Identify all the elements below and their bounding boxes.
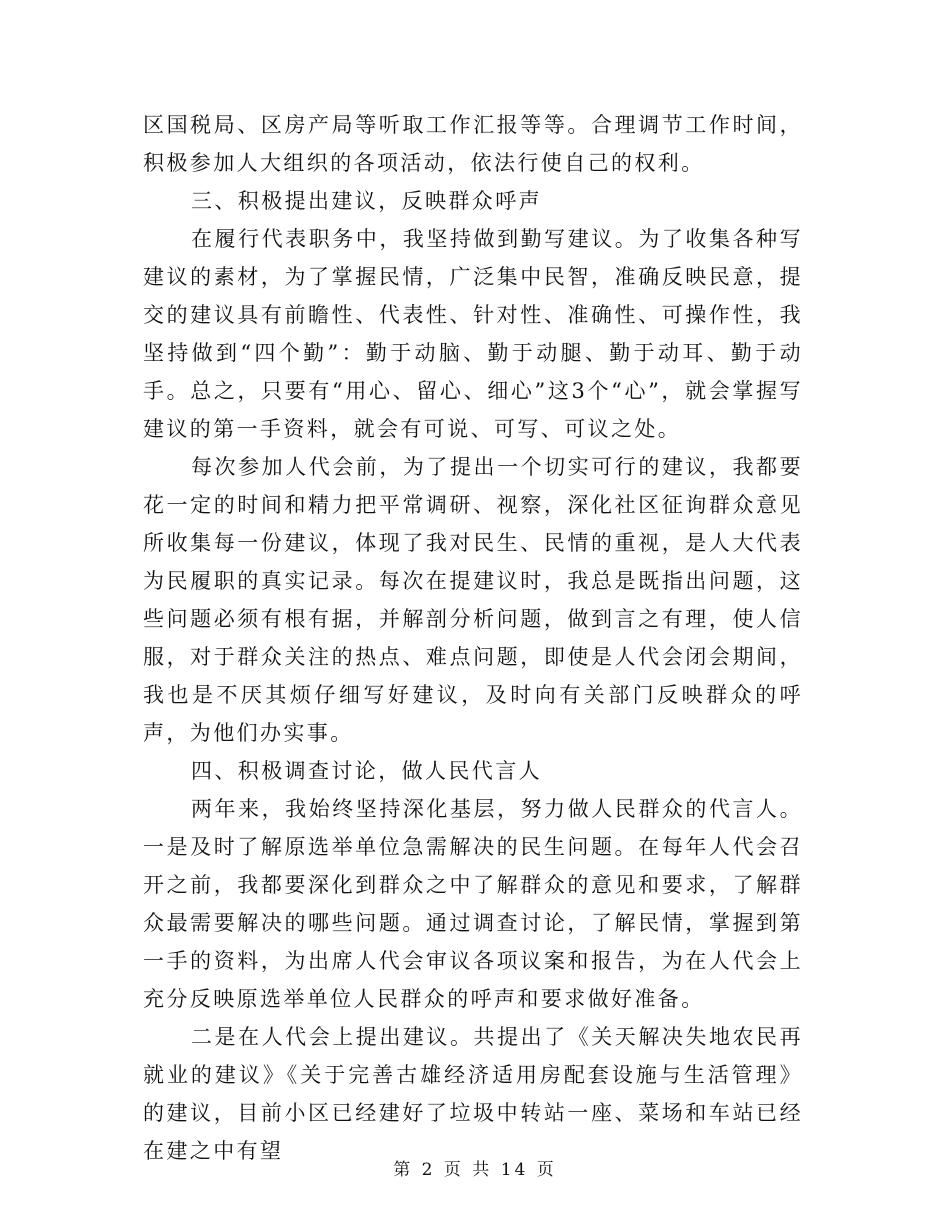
paragraph-3: 每次参加人代会前，为了提出一个切实可行的建议，我都要花一定的时间和精力把平常调研、视察，深化社区征询群众意见所收集每一份建议，体现了我对民生、民情的重视，是人大代表为民履职的真实记录。每次在提建议时，我总是既指出问题，这些问题必须有根有据，并解剖分析问题，做到言之有理，使人信服，对于群众关注的热点、难点问题，即使是人代会闭会期间，我也是不厌其烦仔细写好建议，及时向有关部门反映群众的呼声，为他们办实事。 — [143, 455, 803, 745]
paragraph-2: 在履行代表职务中，我坚持做到勤写建议。为了收集各种写建议的素材，为了掌握民情，广泛集中民智，准确反映民意，提交的建议具有前瞻性、代表性、针对性、准确性、可操作性，我坚持做到“四个勤”：勤于动脑、勤于动腿、勤于动耳、勤于动手。总之，只要有“用心、留心、细心”这3个“心”，就会掌握写建议的第一手资料，就会有可说、可写、可议之处。 — [143, 227, 803, 441]
paragraph-4: 两年来，我始终坚持深化基层，努力做人民群众的代言人。一是及时了解原选举单位急需解决的民生问题。在每年人代会召开之前，我都要深化到群众之中了解群众的意见和要求，了解群众最需要解决的哪些问题。通过调查讨论，了解民情，掌握到第一手的资料，为出席人代会审议各项议案和报告，为在人代会上充分反映原选举单位人民群众的呼声和要求做好准备。 — [143, 797, 803, 1011]
section-heading-3: 三、积极提出建议，反映群众呼声 — [191, 189, 542, 213]
page-footer: 第 2 页 共 14 页 — [393, 1160, 557, 1180]
section-heading-4: 四、积极调查讨论，做人民代言人 — [191, 759, 542, 783]
document-body — [143, 106, 803, 1170]
paragraph-1: 区国税局、区房产局等听取工作汇报等等。合理调节工作时间，积极参加人大组织的各项活动，依法行使自己的权利。 — [143, 113, 803, 175]
paragraph-5: 二是在人代会上提出建议。共提出了《关天解决失地农民再就业的建议》《关于完善古雄经济适用房配套设施与生活管理》的建议，目前小区已经建好了垃圾中转站一座、菜场和车站已经在建之中有望 — [143, 1025, 803, 1163]
